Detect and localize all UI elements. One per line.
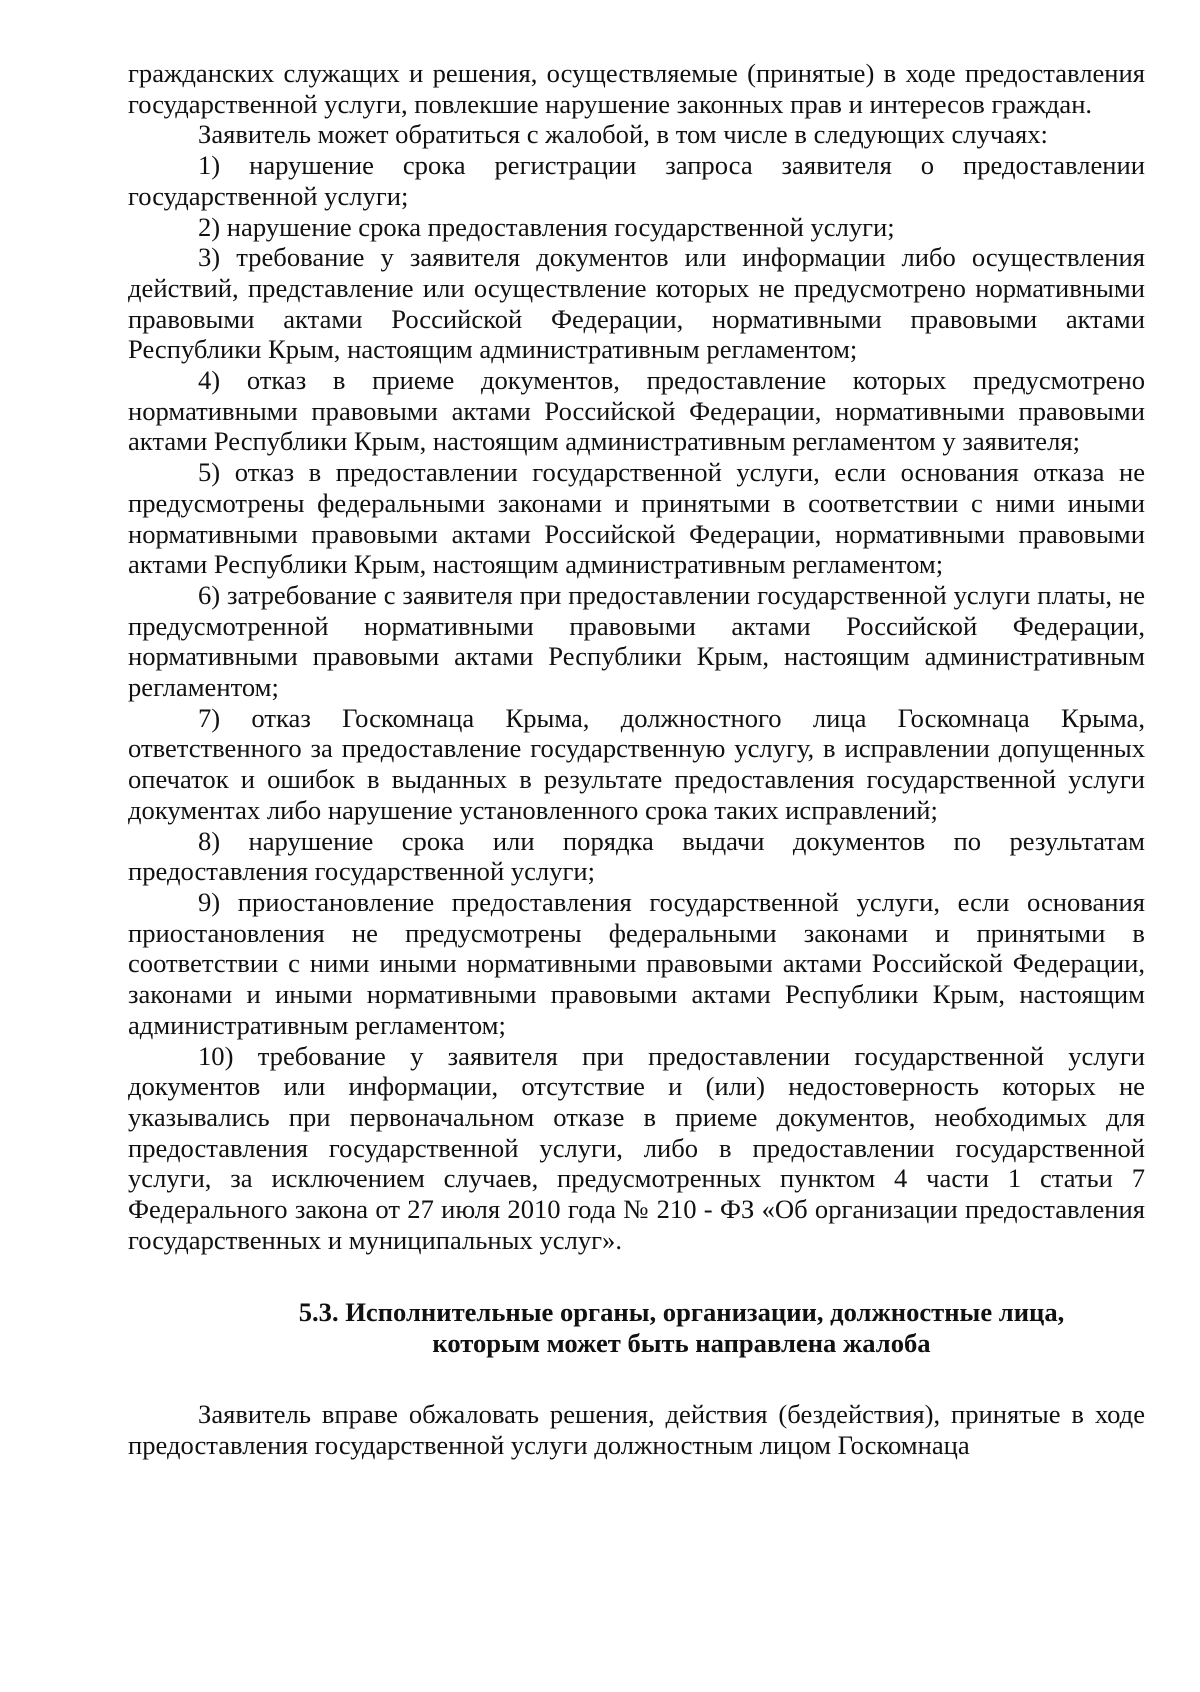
list-item-10: 10) требование у заявителя при предоставлении государственной услуги документов или информации, отсутствие и (или) недостоверность которых не указывались при первоначальном отказе в приеме документов, необходимых для предоставления государственной услуги, либо в предоставлении государственной услуги, за исключением случаев, предусмотренных пунктом 4 части 1 статьи 7 Федерального закона от 27 июля 2010 года № 210 - ФЗ «Об организации предоставления государственных и муниципальных услуг». <box>128 1040 1145 1255</box>
paragraph-complaint-cases: Заявитель может обратиться с жалобой, в том числе в следующих случаях: <box>198 119 1048 150</box>
section-heading-line-1: 5.3. Исполнительные органы, организации, должностные лица, <box>298 1297 1065 1328</box>
list-item-8: 8) нарушение срока или порядка выдачи документов по результатам предоставления государственной услуги; <box>128 825 1145 887</box>
paragraphs-after <box>128 1399 1145 1460</box>
list-item-1: 1) нарушение срока регистрации запроса заявителя о предоставлении государственной услуги; <box>128 150 1145 211</box>
paragraph-appeal-rights: Заявитель вправе обжаловать решения, действия (бездействия), принятые в ходе предоставления государственной услуги должностным лицом Госкомнаца <box>128 1398 1145 1460</box>
section-heading-line-2: которым может быть направлена жалоба <box>432 1328 931 1359</box>
list-item-3: 3) требование у заявителя документов или информации либо осуществления действий, представление или осуществление которых не предусмотрено нормативными правовыми актами Российской Федерации, нормативными правовыми актами Республики Крым, настоящим административным регламентом; <box>128 242 1145 365</box>
list-item-4: 4) отказ в приеме документов, предоставление которых предусмотрено нормативными правовыми актами Российской Федерации, нормативными правовыми актами Республики Крым, настоящим административным регламентом у заявителя; <box>128 365 1145 457</box>
list-item-9: 9) приостановление предоставления государственной услуги, если основания приостановления не предусмотрены федеральными законами и принятыми в соответствии с ними иными нормативными правовыми актами Российской Федерации, законами и иными нормативными правовыми актами Республики Крым, настоящим административным регламентом; <box>128 886 1145 1040</box>
section-heading <box>128 1297 1145 1358</box>
spacer <box>128 1255 1145 1297</box>
list-item-5: 5) отказ в предоставлении государственной услуги, если основания отказа не предусмотрены федеральными законами и принятыми в соответствии с ними иными нормативными правовыми актами Российской Федерации, нормативными правовыми актами Республики Крым, настоящим административным регламентом; <box>128 457 1145 580</box>
list-item-6: 6) затребование с заявителя при предоставлении государственной услуги платы, не предусмотренной нормативными правовыми актами Российской Федерации, нормативными правовыми актами Республики Крым, настоящим административным регламентом; <box>128 579 1145 703</box>
paragraphs-before <box>128 58 1145 1255</box>
spacer <box>128 1359 1145 1399</box>
paragraph-intro-continuation: гражданских служащих и решения, осуществляемые (принятые) в ходе предоставления государственной услуги, повлекшие нарушение законных прав и интересов граждан. <box>128 58 1145 119</box>
list-item-7: 7) отказ Госкомнаца Крыма, должностного лица Госкомнаца Крыма, ответственного за предоставление государственную услугу, в исправлении допущенных опечаток и ошибок в выданных в результате предоставления государственной услуги документах либо нарушение установленного срока таких исправлений; <box>128 702 1145 825</box>
document-page <box>128 58 1145 1460</box>
list-item-2: 2) нарушение срока предоставления государственной услуги; <box>198 211 895 242</box>
